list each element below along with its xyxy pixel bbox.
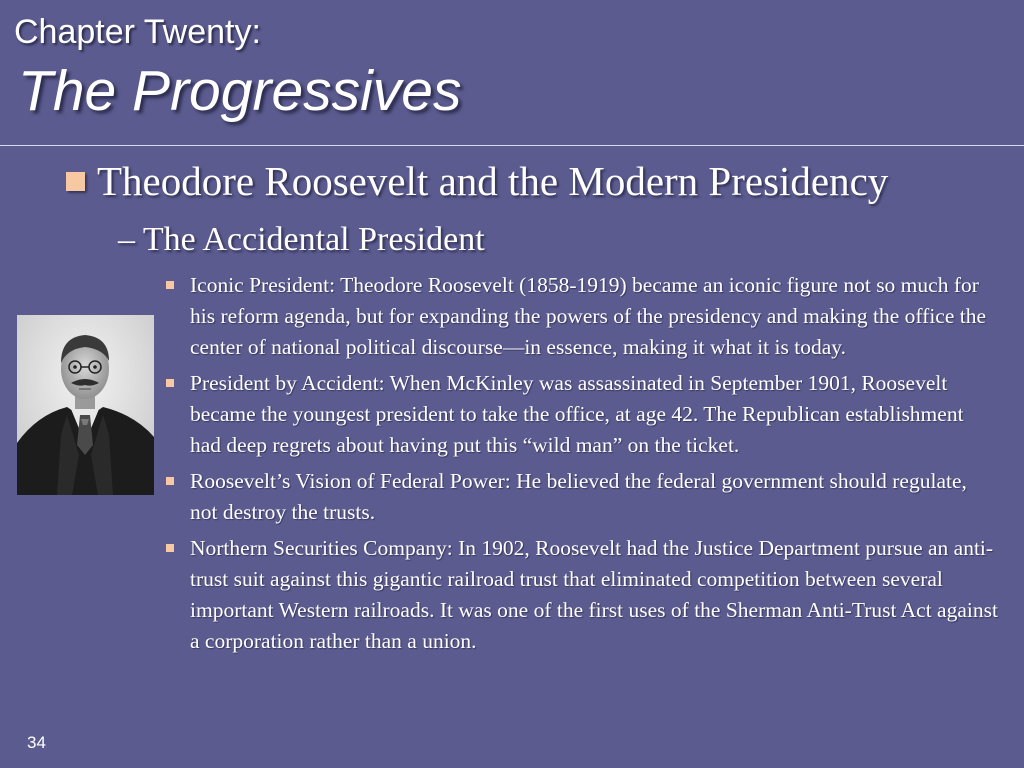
- sub-bullet: – The Accidental President: [118, 221, 485, 258]
- main-bullet-text: Theodore Roosevelt and the Modern Presidency: [97, 158, 889, 204]
- small-square-bullet-icon: [166, 544, 174, 552]
- small-square-bullet-icon: [166, 477, 174, 485]
- bullet-text: Iconic President: Theodore Roosevelt (1858-1919) became an iconic figure not so much for his reform agenda, but for expanding the powers of the presidency and making the office the center of national political discourse—in essence, making it what it is today.: [190, 273, 987, 359]
- roosevelt-portrait: [17, 315, 154, 495]
- list-item: [163, 533, 998, 657]
- list-item: [163, 270, 998, 363]
- small-square-bullet-icon: [166, 281, 174, 289]
- page-number: 34: [27, 733, 46, 752]
- slide-title: The Progressives: [18, 59, 462, 123]
- portrait-image: [17, 315, 154, 495]
- detail-bullet-list: [163, 270, 998, 662]
- slide-title-chapter: Chapter Twenty:: [14, 13, 261, 51]
- title-divider: [0, 145, 1024, 146]
- bullet-text: President by Accident: When McKinley was assassinated in September 1901, Roosevelt became the youngest president to take the office, at age 42. The Republican establishment had deep regrets about having put this “wild man” on the ticket.: [190, 371, 964, 457]
- bullet-text: Northern Securities Company: In 1902, Roosevelt had the Justice Department pursue an anti-trust suit against this gigantic railroad trust that eliminated competition between several important Western railroads. It was one of the first uses of the Sherman Anti-Trust Act against a corporation rather than a union.: [190, 536, 998, 653]
- list-item: [163, 368, 998, 461]
- square-bullet-icon: [66, 172, 85, 191]
- main-bullet: [66, 156, 888, 206]
- list-item: [163, 466, 998, 528]
- small-square-bullet-icon: [166, 379, 174, 387]
- bullet-text: Roosevelt’s Vision of Federal Power: He believed the federal government should regulate, not destroy the trusts.: [190, 469, 967, 524]
